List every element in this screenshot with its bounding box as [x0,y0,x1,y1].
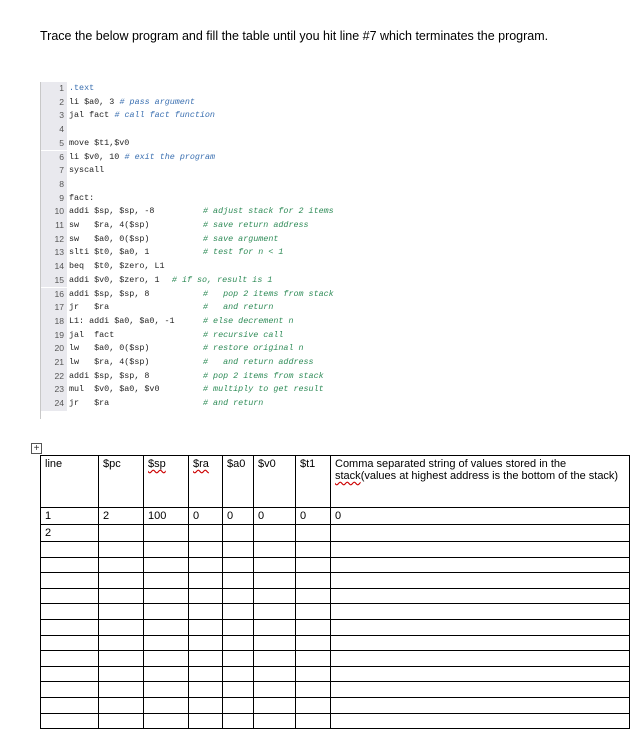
table-row [41,508,630,525]
table-row [41,588,630,604]
table-row [41,619,630,635]
cell-t1[interactable] [296,604,331,620]
code-line [41,274,373,288]
table-row [41,525,630,542]
line-number: 22 [41,370,67,384]
cell-line[interactable] [41,682,99,698]
cell-t1[interactable] [296,542,331,558]
cell-t1[interactable] [296,635,331,651]
line-number: 13 [41,246,67,260]
cell-a0[interactable] [223,666,254,682]
cell-a0[interactable] [223,619,254,635]
code-text: jal fact [69,110,115,121]
cell-sp[interactable] [144,542,189,558]
cell-line[interactable]: 2 [41,525,99,542]
code-text: syscall [69,165,105,176]
cell-ra[interactable] [189,588,223,604]
line-number: 12 [41,233,67,247]
cell-stack[interactable] [331,697,630,713]
cell-ra[interactable] [189,542,223,558]
code-text: fact: [69,192,95,203]
cell-a0[interactable] [223,635,254,651]
table-row [41,542,630,558]
code-comment: # exit the program [124,151,216,162]
cell-sp[interactable]: 100 [144,508,189,525]
cell-v0[interactable] [254,697,296,713]
cell-stack[interactable] [331,682,630,698]
cell-v0[interactable] [254,619,296,635]
cell-a0[interactable] [223,588,254,604]
cell-t1[interactable] [296,651,331,667]
cell-ra[interactable] [189,697,223,713]
code-text: li $a0, 3 [69,96,120,107]
code-line [41,192,373,206]
table-row [41,573,630,589]
header-pc: $pc [99,456,144,508]
code-text: addi $sp, $sp, -8 [69,206,155,217]
table-row [41,697,630,713]
code-line [41,151,373,165]
cell-t1[interactable] [296,682,331,698]
cell-v0[interactable] [254,635,296,651]
trace-table [40,455,630,729]
code-line [41,82,373,96]
cell-pc[interactable] [99,666,144,682]
code-comment: # save argument [203,233,279,244]
code-line [41,397,373,411]
cell-ra[interactable] [189,682,223,698]
code-comment: # adjust stack for 2 items [203,206,334,217]
table-row [41,682,630,698]
line-number: 15 [41,274,67,288]
code-text: .text [69,83,95,93]
code-text: li $v0, 10 [69,151,125,162]
line-number: 6 [41,151,67,165]
cell-stack[interactable] [331,604,630,620]
code-comment: # pop 2 items from stack [203,370,324,381]
table-row [41,666,630,682]
cell-pc[interactable] [99,573,144,589]
cell-ra[interactable] [189,573,223,589]
cell-line[interactable] [41,557,99,573]
cell-pc[interactable] [99,697,144,713]
code-comment: # and return [203,302,274,313]
code-text: L1: addi $a0, $a0, -1 [69,315,175,326]
cell-pc[interactable] [99,651,144,667]
code-line [41,356,373,370]
code-text: sw $ra, 4($sp) [69,220,150,230]
cell-pc[interactable]: 2 [99,508,144,525]
line-number: 21 [41,356,67,370]
cell-a0[interactable] [223,525,254,542]
code-comment: # and return [203,398,264,409]
cell-ra[interactable] [189,713,223,729]
cell-stack[interactable] [331,713,630,729]
cell-stack[interactable] [331,619,630,635]
table-row [41,635,630,651]
code-text: lw $ra, 4($sp) [69,357,150,367]
cell-v0[interactable] [254,525,296,542]
line-number: 10 [41,205,67,219]
cell-line[interactable] [41,588,99,604]
cell-pc[interactable] [99,557,144,573]
header-stack-part1: Comma separated string of values stored in the [335,458,567,470]
cell-ra[interactable]: 0 [189,508,223,525]
cell-a0[interactable]: 0 [223,508,254,525]
cell-t1[interactable]: 0 [296,508,331,525]
cell-pc[interactable] [99,542,144,558]
move-handle-icon[interactable]: + [31,443,42,454]
code-comment: # pass argument [119,96,195,107]
code-line [41,178,373,192]
code-line [41,205,373,219]
header-stack-part2: (values at highest address is the bottom of the stack) [360,470,619,482]
cell-v0[interactable] [254,651,296,667]
code-line [41,246,373,260]
cell-ra[interactable] [189,604,223,620]
code-comment: # and return address [203,357,314,367]
code-line [41,342,373,356]
code-comment: # save return address [203,220,309,230]
cell-ra[interactable] [189,651,223,667]
cell-sp[interactable] [144,666,189,682]
cell-v0[interactable]: 0 [254,508,296,525]
code-comment: # recursive call [203,329,284,340]
cell-ra[interactable] [189,635,223,651]
line-number: 24 [41,397,67,411]
cell-stack[interactable] [331,651,630,667]
cell-stack[interactable]: 0 [331,508,630,525]
table-row [41,604,630,620]
code-text: lw $a0, 0($sp) [69,343,150,354]
cell-sp[interactable] [144,713,189,729]
cell-stack[interactable] [331,573,630,589]
cell-pc[interactable] [99,682,144,698]
header-t1: $t1 [296,456,331,508]
code-line [41,164,373,178]
code-listing [40,82,372,419]
table-row [41,713,630,729]
code-line [41,137,373,151]
code-text: jr $ra [69,398,110,409]
cell-v0[interactable] [254,588,296,604]
code-text: addi $sp, $sp, 8 [69,288,150,299]
header-line: line [41,456,99,508]
cell-t1[interactable] [296,525,331,542]
cell-stack[interactable] [331,635,630,651]
cell-sp[interactable] [144,682,189,698]
code-text: jal fact [69,329,115,340]
cell-t1[interactable] [296,588,331,604]
line-number: 8 [41,178,67,192]
code-text: move $t1,$v0 [69,137,130,148]
cell-ra[interactable] [189,666,223,682]
code-text: sw $a0, 0($sp) [69,233,150,244]
code-text: beq $t0, $zero, L1 [69,261,165,272]
line-number: 23 [41,383,67,397]
table-row [41,651,630,667]
code-comment: # else decrement n [203,315,294,326]
table-header-row [41,456,630,508]
cell-a0[interactable] [223,697,254,713]
code-line [41,288,373,302]
line-number: 5 [41,137,67,151]
cell-line[interactable] [41,651,99,667]
code-comment: # if so, result is 1 [171,274,273,285]
cell-line[interactable] [41,542,99,558]
cell-stack[interactable] [331,588,630,604]
code-text: slti $t0, $a0, 1 [69,247,150,258]
cell-t1[interactable] [296,713,331,729]
cell-stack[interactable] [331,666,630,682]
code-line [41,260,373,274]
cell-t1[interactable] [296,557,331,573]
line-number: 16 [41,288,67,302]
header-ra [189,456,223,508]
cell-a0[interactable] [223,573,254,589]
header-a0: $a0 [223,456,254,508]
cell-sp[interactable] [144,651,189,667]
cell-a0[interactable] [223,713,254,729]
cell-line[interactable] [41,635,99,651]
cell-ra[interactable] [189,557,223,573]
cell-v0[interactable] [254,604,296,620]
cell-line[interactable] [41,713,99,729]
cell-a0[interactable] [223,651,254,667]
cell-pc[interactable] [99,713,144,729]
line-number: 19 [41,329,67,343]
line-number: 18 [41,315,67,329]
cell-t1[interactable] [296,666,331,682]
cell-a0[interactable] [223,604,254,620]
line-number: 11 [41,219,67,233]
cell-pc[interactable] [99,619,144,635]
cell-t1[interactable] [296,619,331,635]
cell-a0[interactable] [223,542,254,558]
code-line [41,109,373,123]
cell-pc[interactable] [99,604,144,620]
cell-a0[interactable] [223,682,254,698]
code-line [41,329,373,343]
line-number: 2 [41,96,67,110]
line-number: 17 [41,301,67,315]
header-stack [331,456,630,508]
cell-a0[interactable] [223,557,254,573]
cell-v0[interactable] [254,557,296,573]
header-sp-label: $sp [148,458,166,470]
cell-line[interactable]: 1 [41,508,99,525]
table-row [41,557,630,573]
cell-sp[interactable] [144,619,189,635]
code-text: mul $v0, $a0, $v0 [69,384,160,395]
cell-sp[interactable] [144,697,189,713]
line-number: 14 [41,260,67,274]
line-number: 1 [41,82,67,96]
cell-stack[interactable] [331,525,630,542]
header-v0: $v0 [254,456,296,508]
line-number: 4 [41,123,67,137]
cell-sp[interactable] [144,635,189,651]
code-line [41,96,373,110]
code-comment: # call fact function [114,110,215,121]
code-line [41,219,373,233]
cell-stack[interactable] [331,557,630,573]
cell-stack[interactable] [331,542,630,558]
cell-sp[interactable] [144,525,189,542]
line-number: 3 [41,109,67,123]
cell-v0[interactable] [254,542,296,558]
line-number: 7 [41,164,67,178]
cell-v0[interactable] [254,713,296,729]
code-line [41,233,373,247]
cell-t1[interactable] [296,697,331,713]
cell-pc[interactable] [99,588,144,604]
code-comment: # restore original n [203,343,304,354]
header-ra-label: $ra [193,458,209,470]
code-line [41,315,373,329]
cell-line[interactable] [41,666,99,682]
instruction-text: Trace the below program and fill the table until you hit line #7 which terminates the program. [40,29,549,43]
header-stack-word: stack [335,470,361,482]
cell-ra[interactable] [189,619,223,635]
code-text: addi $v0, $zero, 1 [69,274,160,285]
cell-v0[interactable] [254,573,296,589]
code-text: addi $sp, $sp, 8 [69,370,150,381]
cell-line[interactable] [41,697,99,713]
code-line [41,383,373,397]
cell-line[interactable] [41,573,99,589]
cell-t1[interactable] [296,573,331,589]
code-line [41,301,373,315]
line-number: 20 [41,342,67,356]
cell-sp[interactable] [144,588,189,604]
header-sp [144,456,189,508]
cell-line[interactable] [41,619,99,635]
cell-pc[interactable] [99,635,144,651]
cell-line[interactable] [41,604,99,620]
code-line [41,123,373,137]
cell-v0[interactable] [254,666,296,682]
cell-ra[interactable] [189,525,223,542]
cell-sp[interactable] [144,604,189,620]
cell-v0[interactable] [254,682,296,698]
code-comment: # multiply to get result [203,384,324,395]
cell-pc[interactable] [99,525,144,542]
code-comment: # pop 2 items from stack [203,288,334,299]
cell-sp[interactable] [144,557,189,573]
line-number: 9 [41,192,67,206]
code-comment: # test for n < 1 [203,247,284,258]
code-line [41,370,373,384]
cell-sp[interactable] [144,573,189,589]
code-text: jr $ra [69,302,110,313]
